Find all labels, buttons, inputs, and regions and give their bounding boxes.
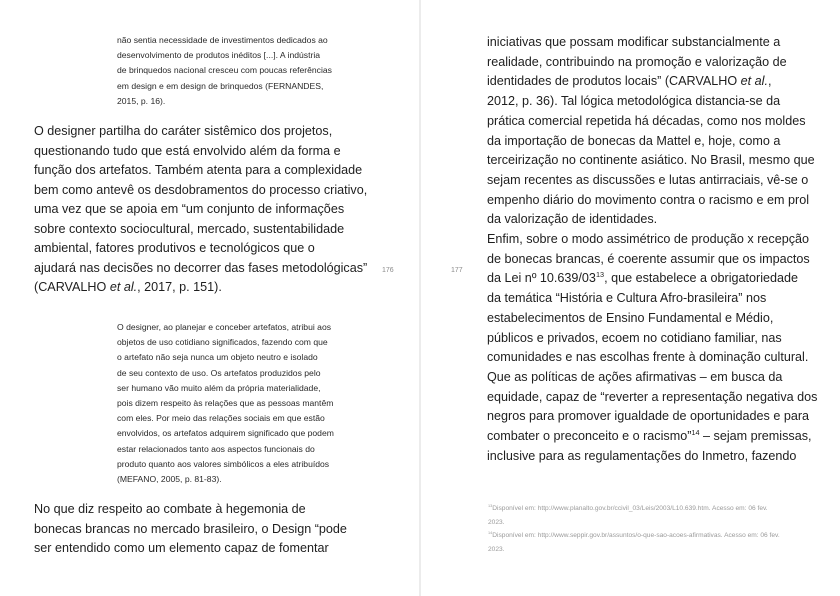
paragraph-line: estabelecimentos de Ensino Fundamental e Médio, — [487, 310, 774, 325]
paragraph-hegemonia — [34, 500, 347, 559]
paragraph-line: equidade, capaz de “reverter a representação negativa dos — [487, 389, 818, 404]
paragraph-line: questionando tudo que está envolvido além da forma e — [34, 143, 341, 158]
quote-line: envolvidos, os artefatos adquirem significado que podem — [117, 428, 334, 439]
footnote-13: $^{13}$Disponível em: http://www.planalto.gov.br/ccivil_03/Leis/2003/L10.639.htm. Acesso em: 06 fev. — [488, 503, 768, 512]
paragraph-designer — [34, 122, 367, 298]
paragraph-line: iniciativas que possam modificar substancialmente a — [487, 35, 781, 49]
paragraph-line: comunidades e nas escolhas frente à dominação cultural. — [487, 350, 809, 365]
quote-line: estar relacionados tanto aos aspectos funcionais do — [117, 443, 315, 454]
quote-line: o artefato não seja nunca um objeto neutro e isolado — [117, 352, 318, 363]
quote-line: não sentia necessidade de investimentos dedicados ao — [117, 35, 328, 45]
paragraph-line: Enfim, sobre o modo assimétrico de produção x recepção — [487, 232, 810, 247]
paragraph-line: função dos artefatos. Também atenta para a complexidade — [34, 163, 363, 177]
paragraph-line: O designer partilha do caráter sistêmico dos projetos, — [34, 124, 333, 138]
paragraph-line: bem como antevê os desdobramentos do processo criativo, — [34, 182, 368, 197]
citation-line: identidades de produtos locais” (CARVALHO et al., — [487, 74, 772, 89]
paragraph-line: negros para promover igualdade de oportunidades e para — [487, 409, 810, 424]
paragraph-right — [487, 33, 817, 466]
quote-line: produto quanto aos valores simbólicos a eles atribuídos — [117, 458, 330, 469]
footnotes — [488, 502, 780, 556]
paragraph-line: da valorização de identidades. — [487, 212, 658, 227]
quote-line: ser humano vão muito além da própria materialidade, — [117, 382, 321, 393]
quote-line: O designer, ao planejar e conceber artefatos, atribui aos — [117, 322, 332, 332]
paragraph-line: ajudará nas decisões no decorrer das fases metodológicas” — [34, 260, 368, 275]
quote-line: de seu contexto de uso. Os artefatos produzidos pelo — [117, 367, 321, 378]
paragraph-line: sejam recentes as discussões e lutas antirraciais, vê-se o — [487, 172, 809, 187]
paragraph-line: No que diz respeito ao combate à hegemonia de — [34, 502, 306, 516]
quote-line: de brinquedos nacional cresceu com poucas referências — [117, 65, 332, 76]
paragraph-line: realidade, contribuindo na promoção e valorização de — [487, 54, 787, 69]
quote-line: com eles. Por meio das relações sociais em que estão — [117, 413, 325, 424]
paragraph-line: ser entendido como um elemento capaz de fomentar — [34, 541, 329, 555]
footnote-14: $^{14}$Disponível em: http://www.seppir.gov.br/assuntos/o-que-sao-acoes-afirmativas. Acesso em: 06 fev. — [488, 531, 780, 540]
paragraph-line: Que as políticas de ações afirmativas – em busca da — [487, 369, 783, 384]
paragraph-line: ambiental, fatores produtivos e tecnológicos que o — [34, 241, 315, 255]
paragraph-line: 2012, p. 36). Tal lógica metodológica distancia-se da — [487, 94, 781, 109]
racism-line: combater o preconceito e o racismo”$^{14}$ – sejam premissas, — [487, 427, 812, 444]
paragraph-line: empenho diário do movimento contra o racismo e em prol — [487, 192, 809, 207]
citation-line: (CARVALHO et al., 2017, p. 151). — [34, 280, 222, 294]
paragraph-line: inclusive para as regulamentações do Inmetro, fazendo — [487, 448, 797, 463]
paragraph-line: de bonecas brancas, é coerente assumir que os impactos — [487, 251, 810, 266]
law-line: da Lei nº $10.639/03^{13}$, que estabelece a obrigatoriedade — [487, 270, 799, 286]
quote-line: (MEFANO, 2005, p. 81-83). — [117, 474, 222, 485]
page-number-right: 177 — [451, 267, 463, 274]
quote-line: desenvolvimento de produtos inéditos [...]. A indústria — [117, 50, 321, 61]
quote-line: 2015, p. 16). — [117, 95, 166, 106]
footnote-13-cont: 2023. — [488, 518, 505, 526]
paragraph-line: uma vez que se apoia em “um conjunto de informações — [34, 202, 345, 216]
footnote-ref-13[interactable]: 13 — [595, 270, 605, 280]
footnote-ref-14[interactable]: 14 — [691, 427, 700, 437]
quote-line: pois dizem respeito às relações que as pessoas mantêm — [117, 398, 334, 409]
paragraph-line: terceirização no continente asiático. No Brasil, mesmo que — [487, 153, 815, 168]
quote-line: objetos de uso cotidiano significados, fazendo com que — [117, 337, 328, 348]
paragraph-line: prática comercial repetida há décadas, como nos moldes — [487, 113, 806, 128]
block-quote-main — [117, 320, 334, 487]
footnote-14-cont: 2023. — [488, 545, 505, 553]
paragraph-line: da importação de bonecas da Mattel e, hoje, como a — [487, 133, 781, 148]
paragraph-line: públicos e privados, ecoem no cotidiano familiar, nas — [487, 330, 782, 345]
paragraph-line: sobre contexto sociocultural, mercado, sustentabilidade — [34, 221, 345, 236]
page-number-left: 176 — [382, 267, 394, 274]
paragraph-line: bonecas brancas no mercado brasileiro, o Design “pode — [34, 521, 347, 536]
quote-line: em design e em design de brinquedos (FERNANDES, — [117, 80, 324, 91]
block-quote-top — [117, 33, 332, 109]
paragraph-line: da temática “História e Cultura Afro-brasileira” nos — [487, 291, 767, 306]
